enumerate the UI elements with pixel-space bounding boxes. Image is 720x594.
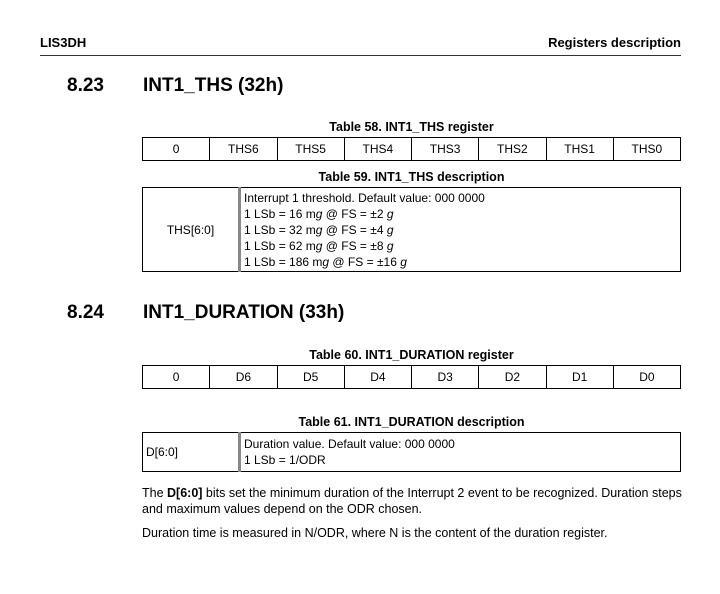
bit-cell: 0: [143, 138, 210, 161]
description-table: [142, 187, 681, 272]
table-caption: Table 59. INT1_THS description: [318, 170, 505, 184]
doc-header-left: LIS3DH: [40, 35, 87, 50]
section-title: INT1_THS (32h): [143, 75, 284, 96]
table-caption: Table 61. INT1_DURATION description: [298, 415, 525, 429]
bit-cell: THS5: [277, 138, 344, 161]
register-table: [142, 365, 681, 389]
desc-line: 1 LSb = 62 mg @ FS = ±8 g: [244, 238, 394, 253]
bit-cell: D1: [546, 366, 613, 389]
bit-cell: THS0: [613, 138, 680, 161]
doc-header-right: Registers description: [548, 35, 681, 50]
body-paragraph: Duration time is measured in N/ODR, where N is the content of the duration register.: [142, 526, 608, 540]
bit-cell: THS1: [546, 138, 613, 161]
desc-line: 1 LSb = 32 mg @ FS = ±4 g: [244, 222, 394, 237]
field-description: [240, 433, 681, 472]
bit-cell: THS3: [412, 138, 479, 161]
desc-line: Duration value. Default value: 000 0000: [244, 437, 455, 451]
section-title: INT1_DURATION (33h): [143, 302, 345, 323]
bit-cell: D0: [613, 366, 680, 389]
desc-line: 1 LSb = 16 mg @ FS = ±2 g: [244, 206, 394, 221]
table-caption: Table 60. INT1_DURATION register: [309, 348, 514, 362]
bit-cell: D5: [277, 366, 344, 389]
body-paragraph: [142, 485, 687, 517]
bit-cell: D4: [344, 366, 411, 389]
bit-cell: D3: [412, 366, 479, 389]
bit-cell: D2: [479, 366, 546, 389]
bit-cell: THS6: [210, 138, 277, 161]
desc-line: Interrupt 1 threshold. Default value: 000 0000: [244, 190, 485, 205]
field-name: D[6:0]: [143, 433, 240, 472]
field-name: THS[6:0]: [143, 188, 240, 272]
bit-cell: D6: [210, 366, 277, 389]
desc-line: 1 LSb = 186 mg @ FS = ±16 g: [244, 254, 407, 269]
bold-term: D[6:0]: [167, 486, 203, 500]
field-description: [240, 188, 681, 272]
text: The: [142, 486, 168, 500]
bit-cell: 0: [143, 366, 210, 389]
header-rule: [40, 55, 681, 56]
section-number: 8.23: [67, 75, 104, 96]
register-table: [142, 137, 681, 161]
bit-cell: THS2: [479, 138, 546, 161]
description-table: [142, 432, 681, 472]
bit-cell: THS4: [344, 138, 411, 161]
text: bits set the minimum duration of the Interrupt 2 event to be recognized. Duration steps and maximum values depend on the ODR chosen.: [142, 486, 682, 516]
desc-line: 1 LSb = 1/ODR: [244, 453, 326, 467]
section-number: 8.24: [67, 302, 104, 323]
table-caption: Table 58. INT1_THS register: [329, 120, 494, 134]
